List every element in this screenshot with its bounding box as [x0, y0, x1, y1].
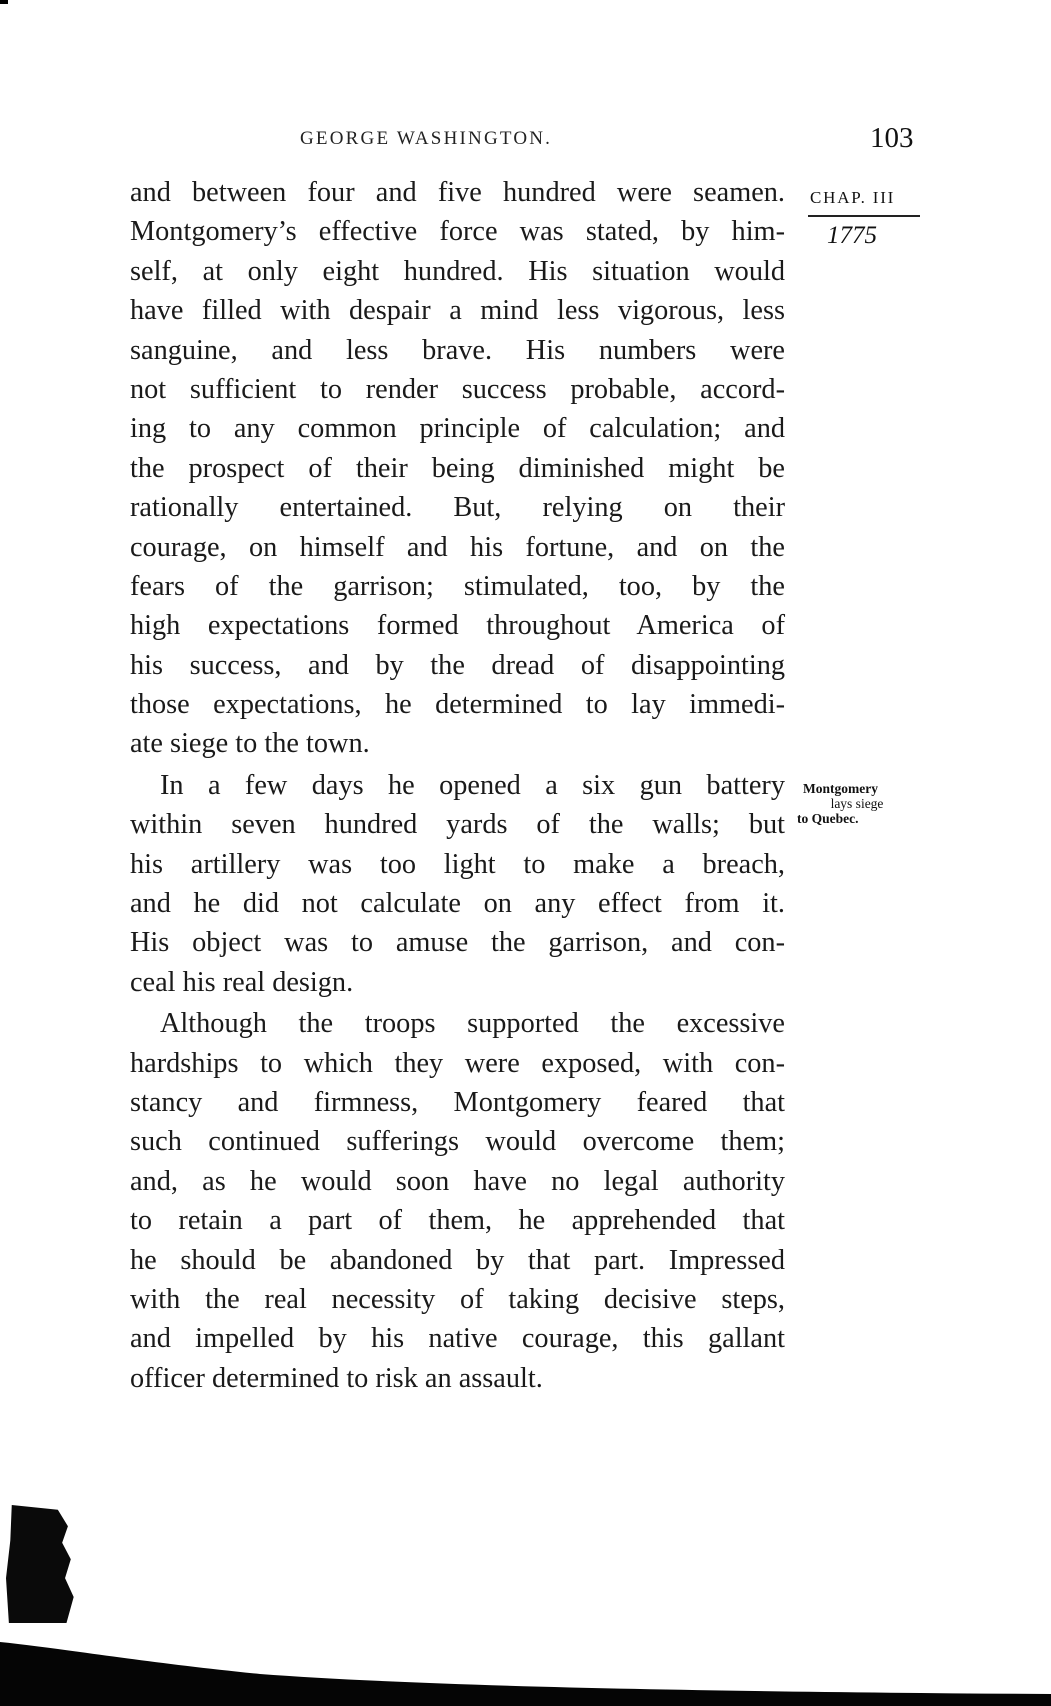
text-line: In a few days he opened a six gun battery: [160, 769, 785, 801]
text-line: within seven hundred yards of the walls; but: [130, 809, 785, 841]
text-line: his artillery was too light to make a breach,: [130, 848, 785, 880]
text-line: officer determined to risk an assault.: [130, 1362, 543, 1394]
text-line: courage, on himself and his fortune, and on the: [130, 531, 785, 563]
sidenote-line: lays siege: [830, 796, 884, 811]
text-line: and, as he would soon have no legal authority: [130, 1165, 785, 1197]
sidenote-line: to Quebec.: [797, 811, 859, 826]
chapter-rule: [808, 215, 920, 217]
text-line: hardships to which they were exposed, with con-: [130, 1047, 785, 1079]
text-line: and impelled by his native courage, this gallant: [130, 1323, 785, 1355]
text-line: Although the troops supported the excessive: [160, 1008, 785, 1040]
text-line: ate siege to the town.: [130, 728, 370, 760]
chapter-year: 1775: [827, 222, 877, 249]
scan-artifact-binding-shadow: [6, 1505, 78, 1623]
text-line: sanguine, and less brave. His numbers were: [130, 334, 785, 366]
sidenote-line: Montgomery: [803, 781, 878, 796]
text-line: those expectations, he determined to lay immedi-: [130, 689, 785, 721]
paragraph-1: [130, 173, 785, 764]
text-line: and between four and five hundred were seamen.: [130, 177, 785, 208]
text-line: ceal his real design.: [130, 966, 354, 998]
text-line: have filled with despair a mind less vigorous, less: [130, 295, 785, 327]
chapter-label: CHAP. III: [810, 188, 896, 207]
text-line: fears of the garrison; stimulated, too, by the: [130, 570, 785, 602]
text-line: and he did not calculate on any effect from it.: [130, 888, 785, 920]
text-line: ing to any common principle of calculation; and: [130, 413, 785, 445]
text-line: to retain a part of them, he apprehended that: [130, 1205, 785, 1237]
text-line: stancy and firmness, Montgomery feared that: [130, 1086, 785, 1118]
text-line: Montgomery’s effective force was stated, by him-: [130, 216, 785, 248]
text-line: with the real necessity of taking decisive steps,: [130, 1283, 785, 1315]
text-line: not sufficient to render success probable, accord-: [130, 373, 785, 405]
margin-sidenote: [797, 781, 917, 826]
text-line: high expectations formed throughout America of: [130, 610, 785, 642]
scan-artifact-page-edge: [0, 1640, 1051, 1706]
text-line: self, at only eight hundred. His situation would: [130, 255, 785, 287]
text-line: his success, and by the dread of disappointing: [130, 649, 785, 681]
running-header-title: GEORGE WASHINGTON.: [300, 128, 553, 149]
text-line: rationally entertained. But, relying on their: [130, 492, 785, 524]
paragraph-2: [130, 766, 785, 1002]
body-text: [130, 173, 785, 1398]
text-line: the prospect of their being diminished might be: [130, 452, 785, 484]
paragraph-3: [130, 1004, 785, 1398]
text-line: he should be abandoned by that part. Impressed: [130, 1244, 785, 1276]
text-line: such continued sufferings would overcome them;: [130, 1126, 785, 1158]
page-number: 103: [870, 122, 914, 154]
text-line: His object was to amuse the garrison, and con-: [130, 927, 785, 959]
scan-artifact-corner: [0, 0, 8, 4]
